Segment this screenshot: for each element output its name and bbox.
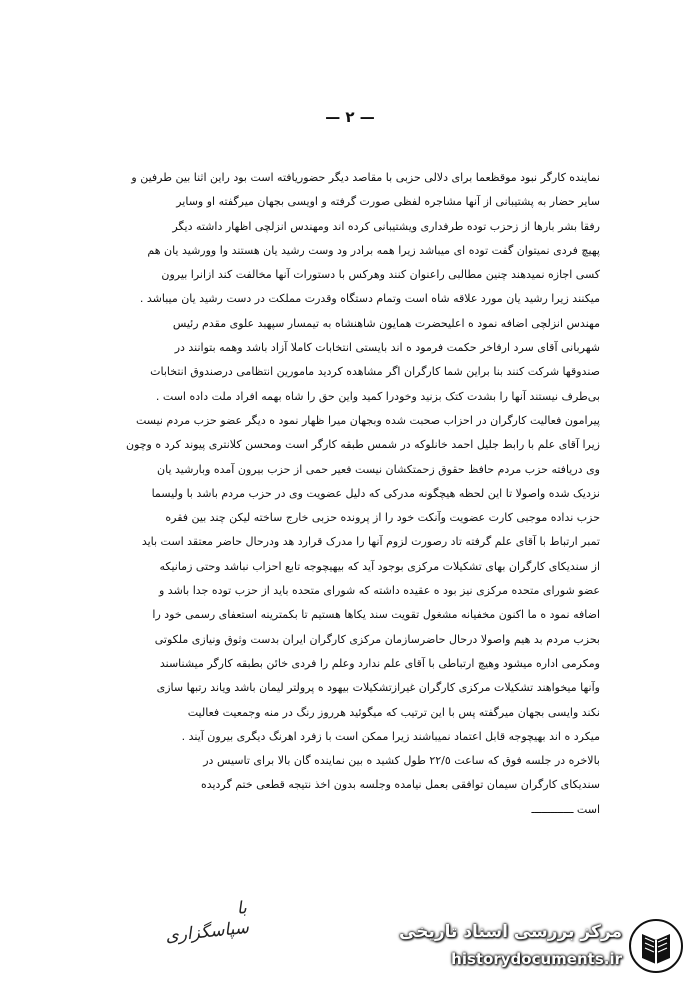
letter-line: میکرد ه اند بهیچوجه قابل اعتماد نمیباشند زیرا ممکن است با زفرد اهرنگ دیگری بیرون آیند . xyxy=(181,729,600,743)
letter-line: پیرامون فعالیت کارگران در احزاب صحبت شده وبجهان میرا ظهار نمود ه دیگر عضو حزب مردم نیست xyxy=(135,413,600,427)
letter-line: اضافه نمود ه ما اکنون مخفیانه مشغول تقویت سند یکاها هستیم تا بکمترینه استعفای رسمی خود را xyxy=(152,608,600,622)
letter-line: وآنها میخواهند تشکیلات مرکزی کارگران غیرازتشکیلات بیهود ه پرولتر لیمان باشد ویاند رتبها سازی xyxy=(156,681,600,695)
signature: با سپاسگزاری xyxy=(164,897,250,947)
letter-line: شهربانی آقای سرد ارفاخر حکمت فرمود ه اند بایستی انتخابات کاملا آزاد باشد وهمه بتوانند در xyxy=(174,341,600,355)
book-emblem-icon xyxy=(628,918,684,974)
letter-line: وی دریافته حزب مردم حافظ حقوق زحمتکشان نیست فعیر حمی از حزب بیرون آمده وبارشید یان xyxy=(157,462,600,476)
letter-line: سندیکای کارگران سیمان توافقی بعمل نیامده وجلسه بدون اخذ نتیجه قطعی ختم گردیده xyxy=(200,778,600,792)
page-number: — ٢ — xyxy=(325,108,375,126)
letter-line: تمبر ارتباط با آقای علم گرفته تاد رصورت لزوم آنها را مدرک قرارد هد ودرحال حاضر معتقد است باید xyxy=(141,535,600,549)
letter-line: زیرا آقای علم با رابط جلیل احمد خانلوکه در شمس طبقه کارگر است ومحسن کلانتری پیوند کرد ه وچون xyxy=(126,438,600,452)
archive-watermark xyxy=(399,916,688,978)
letter-line: بحزب مردم بد هیم واصولا درحال حاضرسازمان مرکزی کارگران ایران بدست وثوق ونیازی ملکوتی xyxy=(154,632,600,646)
letter-line: عضو شورای متحده مرکزی نیز بود ه عقیده داشته که شورای متحده باید از حزب توده جدا باشد و xyxy=(158,584,600,598)
letter-line: نزدیک شده واصولا تا این لحظه هیچگونه مدرکی که دلیل عضویت وی در حزب مردم باشد با ولیسما xyxy=(151,486,600,500)
letter-line: میکنند زیرا رشید یان مورد علاقه شاه است وتمام دستگاه وقدرت مملکت در دست رشید یان میباشد . xyxy=(139,292,600,306)
letter-body xyxy=(88,166,600,822)
letter-line: نماینده کارگر نبود موقظعما برای دلالی حزبی با مقاصد دیگر حضوریافته است بود راین اثنا بین طرفین و xyxy=(131,171,600,184)
letter-line: سایر حضار به پشتیبانی از آنها مشاجره لفظی صورت گرفته و اویسی بجهان میرگفته او وسایر xyxy=(176,195,600,209)
watermark-url: historydocuments.ir xyxy=(451,950,622,968)
letter-line: پهیچ فردی نمیتوان گفت توده ای میباشد زیرا همه برادر ود وست رشید یان هستند وا وورشید یان هم xyxy=(147,243,600,257)
letter-line: ومکرمی اداره میشود وهیچ ارتباطی با آقای علم ندارد وعلم را فردی خائن بطبقه کارگر میشناسند xyxy=(159,656,600,670)
letter-line: است ـــــــــــــ xyxy=(531,802,600,816)
watermark-title: مرکز بررسی اسناد تاریخی xyxy=(399,922,622,942)
letter-line: مهندس انزلچی اضافه نمود ه اعلیحضرت همایون شاهنشاه به تیمسار سپهبد علوی مقدم رئیس xyxy=(172,316,600,330)
letter-line: رفقا بشر بارها از زحزب توده طرفداری ویشتیبانی کرده اند ومهندس انزلچی اظهار داشته دیگر xyxy=(172,219,600,233)
letter-line: بالاخره در جلسه فوق که ساعت ٢٢/٥ طول کشید ه بین نماینده گان بالا برای تاسیس در xyxy=(203,754,600,768)
letter-line: حزب نداده موجبی کارت عضویت وآنکت خود را از پرونده حزبی خارج ساخته لیکن چند بین فقره xyxy=(165,511,600,525)
letter-line: از سندیکای کارگران بهای تشکیلات مرکزی بوجود آید که بیهیچوجه تابع احزاب نباشد وحتی زمانیکه xyxy=(159,559,600,573)
letter-line: کسی اجازه نمیدهند چنین مطالبی راعنوان کنند وهرکس با دستورات آنها مخالفت کند ازانرا بیرون xyxy=(161,268,600,282)
letter-line: بی‌طرف نیستند آنها را بشدت کتک بزنید وخودرا کمید واین حق را شاه بهمه افراد ملت داده است . xyxy=(155,389,600,403)
letter-line: نکند وایسی بجهان میرگفته پس با این ترتیب که میگوئید هرروز رنگ در منه وجمعیت فعالیت xyxy=(187,705,600,719)
letter-line: صندوقها شرکت کنند بنا براین شما کارگران اگر مشاهده کردید مامورین انتظامی درصندوق انتخابات xyxy=(150,365,600,379)
